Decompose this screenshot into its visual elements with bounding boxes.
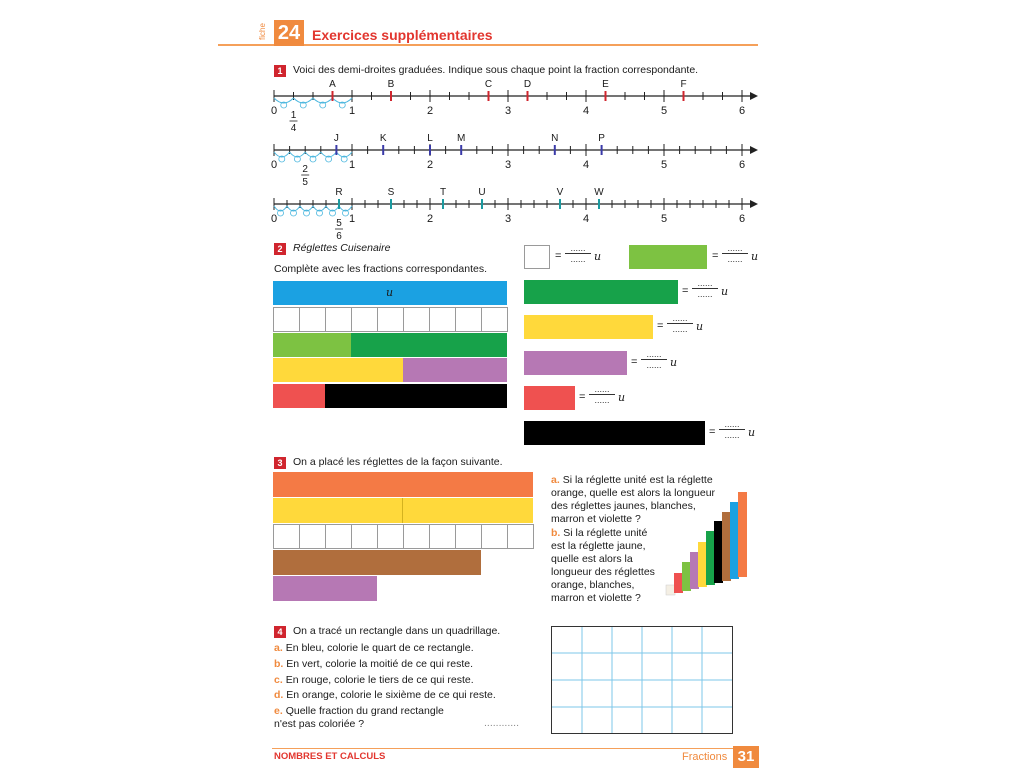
stair-yellow bbox=[698, 542, 707, 587]
ex4-text: En vert, colorie la moitié de ce qui reste. bbox=[286, 658, 474, 670]
frac-black[interactable]: ...... ...... bbox=[719, 419, 745, 440]
eq-white: = bbox=[555, 250, 562, 262]
unit-lightgreen: u bbox=[751, 250, 759, 263]
eq-darkgreen: = bbox=[682, 285, 689, 297]
tick-label: 4 bbox=[582, 213, 590, 225]
stair-white bbox=[666, 585, 675, 595]
tick-label: 5 bbox=[660, 213, 668, 225]
ex4-text: En bleu, colorie le quart de ce rectangle. bbox=[285, 642, 474, 654]
example-denominator: 4 bbox=[290, 123, 297, 134]
white-rod bbox=[351, 307, 378, 332]
yellow-rod-single bbox=[524, 315, 653, 339]
frac-violet[interactable]: ...... ...... bbox=[641, 349, 667, 370]
eq-violet: = bbox=[631, 356, 638, 368]
frac-darkgreen[interactable]: ...... ...... bbox=[692, 278, 718, 299]
point-label: K bbox=[379, 133, 387, 144]
ex4-item-e bbox=[274, 705, 444, 731]
point-label: N bbox=[551, 133, 559, 144]
example-numerator: 1 bbox=[290, 110, 297, 121]
tick-label: 1 bbox=[348, 159, 356, 171]
white-rod bbox=[507, 524, 534, 549]
ex4-letter: c. bbox=[274, 674, 283, 686]
brown-rod bbox=[273, 550, 481, 575]
point-label: B bbox=[387, 79, 395, 90]
unit-black: u bbox=[748, 426, 756, 439]
white-rod bbox=[455, 524, 482, 549]
point-label: V bbox=[556, 187, 564, 198]
eq-red: = bbox=[579, 391, 586, 403]
tick-label: 6 bbox=[738, 105, 746, 117]
ex4-item-d bbox=[274, 689, 496, 702]
tick-label: 2 bbox=[426, 105, 434, 117]
ex4-instruction: On a tracé un rectangle dans un quadrillage. bbox=[293, 625, 501, 637]
point-label: J bbox=[333, 133, 339, 144]
frac-yellow[interactable]: ...... ...... bbox=[667, 313, 693, 334]
white-rod bbox=[273, 307, 300, 332]
unit-violet: u bbox=[670, 356, 678, 369]
tick-label: 0 bbox=[270, 105, 278, 117]
ex3-question-b bbox=[551, 527, 655, 605]
ex3-b-line: Si la réglette unité bbox=[563, 527, 648, 539]
frac-lightgreen[interactable]: ...... ...... bbox=[722, 243, 748, 264]
fiche-label: fiche bbox=[258, 23, 267, 40]
darkgreen-rod bbox=[351, 333, 507, 357]
black-rod-single bbox=[524, 421, 705, 445]
stair-darkgreen bbox=[706, 531, 715, 585]
point-label: A bbox=[329, 79, 336, 90]
tick-label: 3 bbox=[504, 105, 512, 117]
ex3-a-line: marron et violette ? bbox=[551, 513, 641, 525]
point-label: L bbox=[427, 133, 433, 144]
tick-label: 2 bbox=[426, 213, 434, 225]
stair-brown bbox=[722, 512, 731, 581]
tick-label: 6 bbox=[738, 159, 746, 171]
fiche-number: 24 bbox=[274, 20, 304, 46]
white-rod bbox=[403, 307, 430, 332]
ex3-instruction: On a placé les réglettes de la façon suivante. bbox=[293, 456, 503, 468]
axis-arrow-icon bbox=[750, 92, 758, 100]
tick-label: 2 bbox=[426, 159, 434, 171]
unit-red: u bbox=[618, 391, 626, 404]
tick-label: 5 bbox=[660, 159, 668, 171]
white-rod bbox=[429, 524, 456, 549]
ex3-b-line: est la réglette jaune, bbox=[551, 540, 646, 552]
axis-arrow-icon bbox=[750, 146, 758, 154]
orange-rod bbox=[273, 472, 533, 497]
ex1-instruction: Voici des demi-droites graduées. Indique sous chaque point la fraction correspondante. bbox=[293, 64, 699, 76]
stair-blue bbox=[730, 502, 739, 579]
answer-dots[interactable]: ............ bbox=[484, 717, 520, 729]
ex3-b-line: quelle est alors la bbox=[551, 553, 633, 565]
tick-label: 4 bbox=[582, 105, 590, 117]
point-label: S bbox=[387, 187, 395, 198]
darkgreen-rod-single bbox=[524, 280, 678, 304]
footer-chapter: Fractions bbox=[682, 751, 728, 763]
ex2-instruction: Complète avec les fractions correspondantes. bbox=[274, 263, 488, 275]
white-rod bbox=[325, 307, 352, 332]
unit-white: u bbox=[594, 250, 602, 263]
tick-label: 1 bbox=[348, 213, 356, 225]
point-label: M bbox=[457, 133, 466, 144]
ex2-number: 2 bbox=[274, 243, 286, 255]
violet-rod-single bbox=[524, 351, 627, 375]
ex4-text: En rouge, colorie le tiers de ce qui reste. bbox=[285, 674, 474, 686]
point-label: E bbox=[602, 79, 609, 90]
yellow-rod-2 bbox=[403, 498, 533, 523]
white-rod bbox=[377, 524, 404, 549]
example-numerator: 5 bbox=[336, 218, 342, 229]
stair-black bbox=[714, 521, 723, 583]
stair-red bbox=[674, 573, 683, 593]
point-label: C bbox=[484, 79, 493, 90]
footer-rule bbox=[272, 748, 756, 749]
stair-violet bbox=[690, 552, 699, 589]
ex4-item-a bbox=[274, 642, 474, 655]
rectangle-grid[interactable] bbox=[551, 626, 733, 734]
staircase-rods bbox=[666, 492, 747, 595]
ex3-b-letter: b. bbox=[551, 527, 561, 539]
eq-lightgreen: = bbox=[712, 250, 719, 262]
ex4-letter: a. bbox=[274, 642, 283, 654]
unit-darkgreen: u bbox=[721, 285, 729, 298]
point-label: P bbox=[598, 133, 605, 144]
ex3-b-line: orange, blanches, bbox=[551, 579, 635, 591]
point-label: W bbox=[594, 187, 604, 198]
white-rod bbox=[299, 524, 326, 549]
white-rod bbox=[377, 307, 404, 332]
point-label: T bbox=[439, 187, 447, 198]
example-denominator: 5 bbox=[302, 177, 308, 188]
lightgreen-rod bbox=[273, 333, 351, 357]
cuisenaire-staircase-illustration bbox=[664, 488, 760, 600]
white-rod bbox=[455, 307, 482, 332]
tick-label: 3 bbox=[504, 213, 512, 225]
yellow-rod bbox=[273, 358, 403, 382]
example-numerator: 2 bbox=[302, 164, 308, 175]
ex3-a-letter: a. bbox=[551, 474, 560, 486]
stair-orange bbox=[738, 492, 747, 577]
ex4-text: En orange, colorie le sixième de ce qui reste. bbox=[286, 689, 496, 701]
ex3-a-line: Si la réglette unité est la réglette bbox=[562, 474, 713, 486]
ex4-number: 4 bbox=[274, 626, 286, 638]
white-rod bbox=[299, 307, 326, 332]
ex4-text: Quelle fraction du grand rectangle bbox=[285, 705, 444, 717]
lightgreen-rod-single bbox=[629, 245, 707, 269]
ex3-a-line: orange, quelle est alors la longueur bbox=[551, 487, 716, 499]
white-rod bbox=[351, 524, 378, 549]
frac-red[interactable]: ...... ...... bbox=[589, 384, 615, 405]
ex4-item-b bbox=[274, 658, 473, 671]
yellow-rod-1 bbox=[273, 498, 403, 523]
tick-label: 0 bbox=[270, 159, 278, 171]
ex3-b-line: longueur des réglettes bbox=[551, 566, 655, 578]
red-rod bbox=[273, 384, 325, 408]
white-rod bbox=[325, 524, 352, 549]
footer-section: NOMBRES ET CALCULS bbox=[274, 751, 386, 762]
tick-label: 1 bbox=[348, 105, 356, 117]
ex2-title: Réglettes Cuisenaire bbox=[293, 242, 391, 254]
tick-label: 0 bbox=[270, 213, 278, 225]
ex3-number: 3 bbox=[274, 457, 286, 469]
point-label: D bbox=[523, 79, 532, 90]
white-rod bbox=[481, 307, 508, 332]
white-rod bbox=[429, 307, 456, 332]
number-lines bbox=[260, 74, 770, 242]
white-rod-single bbox=[524, 245, 550, 269]
ex1-number: 1 bbox=[274, 65, 286, 77]
point-label: F bbox=[680, 79, 687, 90]
point-label: U bbox=[478, 187, 486, 198]
page-title: Exercices supplémentaires bbox=[312, 27, 493, 43]
point-label: R bbox=[335, 187, 343, 198]
eq-yellow: = bbox=[657, 320, 664, 332]
ex4-letter: d. bbox=[274, 689, 284, 701]
white-rod bbox=[481, 524, 508, 549]
ex4-letter: b. bbox=[274, 658, 284, 670]
unit-label: u bbox=[386, 286, 394, 299]
stair-lightgreen bbox=[682, 562, 691, 591]
ex4-text: n'est pas coloriée ? bbox=[274, 718, 365, 730]
violet-rod bbox=[403, 358, 507, 382]
ex4-letter: e. bbox=[274, 705, 283, 717]
tick-label: 5 bbox=[660, 105, 668, 117]
eq-black: = bbox=[709, 426, 716, 438]
red-rod-single bbox=[524, 386, 575, 410]
tick-label: 6 bbox=[738, 213, 746, 225]
black-rod bbox=[325, 384, 507, 408]
axis-arrow-icon bbox=[750, 200, 758, 208]
example-denominator: 6 bbox=[336, 231, 342, 242]
violet-rod-ex3 bbox=[273, 576, 377, 601]
ex3-b-line: marron et violette ? bbox=[551, 592, 641, 604]
tick-label: 4 bbox=[582, 159, 590, 171]
ex3-a-line: des réglettes jaunes, blanches, bbox=[551, 500, 696, 512]
page-number: 31 bbox=[733, 746, 759, 768]
tick-label: 3 bbox=[504, 159, 512, 171]
grid-lines bbox=[552, 627, 732, 733]
ex4-item-c bbox=[274, 674, 474, 687]
unit-yellow: u bbox=[696, 320, 704, 333]
white-rod bbox=[403, 524, 430, 549]
frac-white[interactable]: ...... ...... bbox=[565, 243, 591, 264]
white-rod bbox=[273, 524, 300, 549]
